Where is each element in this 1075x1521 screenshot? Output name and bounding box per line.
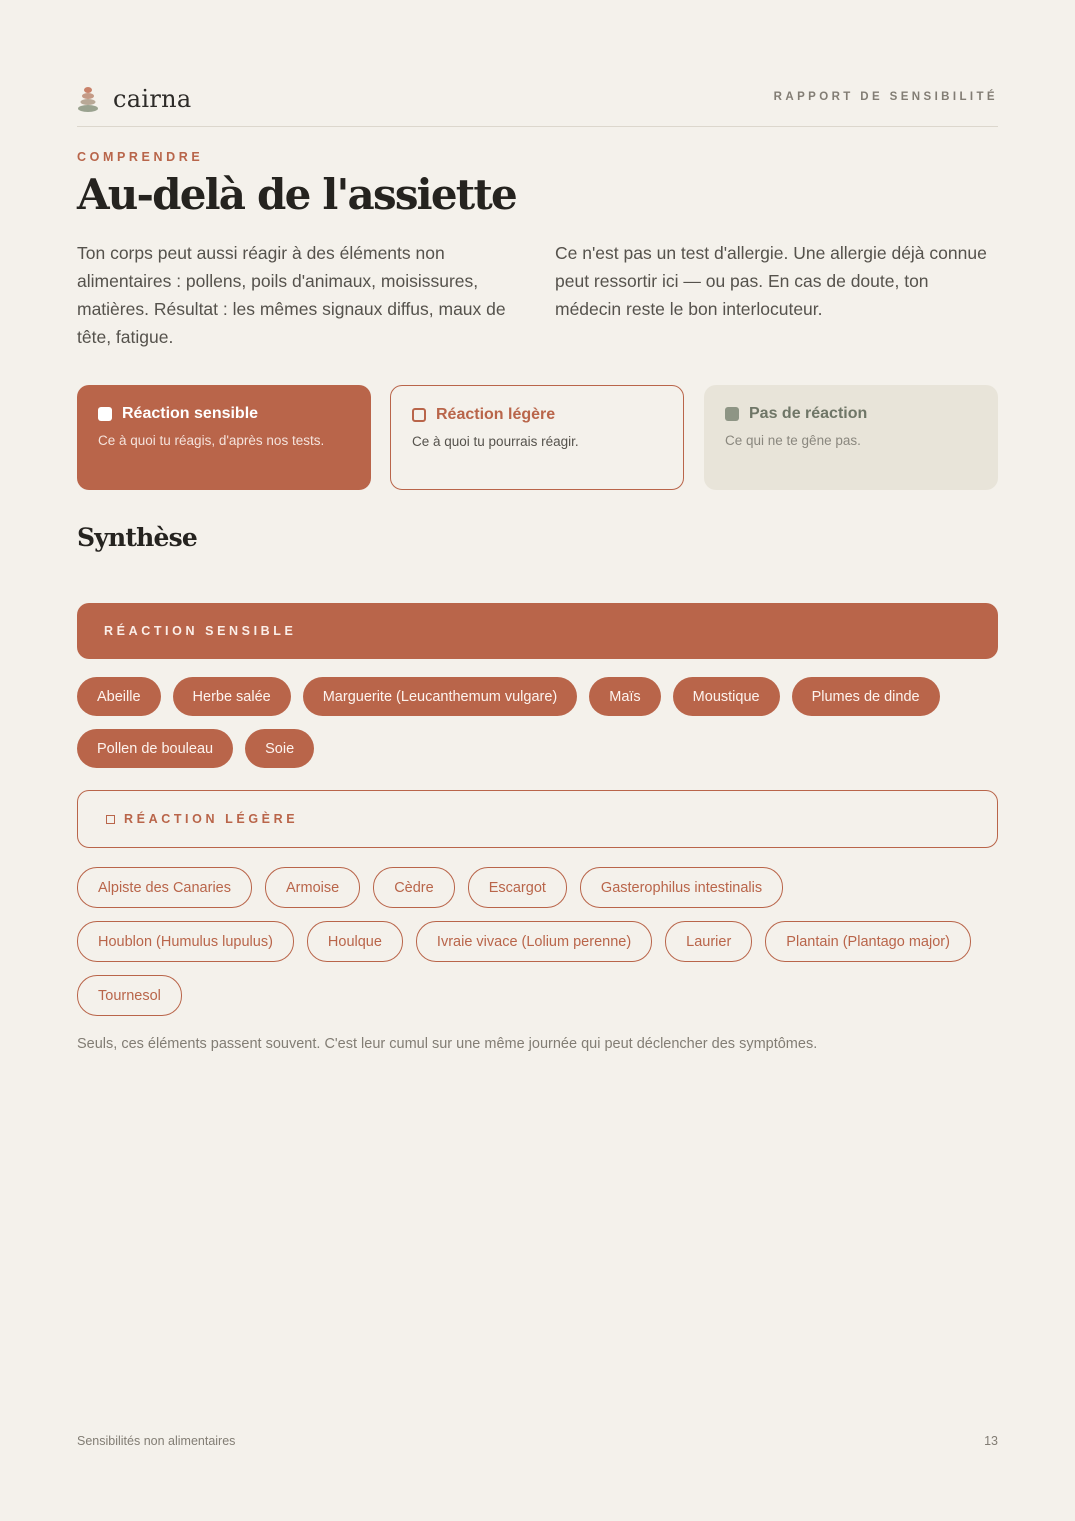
band-label: RÉACTION SENSIBLE [104, 624, 297, 638]
allergen-chip: Moustique [673, 677, 780, 716]
intro-paragraph-left: Ton corps peut aussi réagir à des éléments non alimentaires : pollens, poils d'animaux, moisissures, matières. Résultat : les mêmes signaux diffus, maux de tête, fatigue. [77, 243, 506, 347]
band-reaction-legere [77, 790, 998, 848]
band-label: RÉACTION LÉGÈRE [124, 812, 299, 826]
allergen-chip: Plantain (Plantago major) [765, 921, 971, 962]
allergen-chip: Abeille [77, 677, 161, 716]
legend-card-sensible [77, 385, 371, 490]
allergen-chip: Escargot [468, 867, 567, 908]
page-number: 13 [984, 1434, 998, 1448]
legend-card-none [704, 385, 998, 490]
allergen-chip: Soie [245, 729, 314, 768]
legend-description: Ce à quoi tu réagis, d'après nos tests. [98, 433, 325, 448]
legend-description: Ce à quoi tu pourrais réagir. [412, 434, 579, 449]
summary-note: Seuls, ces éléments passent souvent. C'est leur cumul sur une même journée qui peut déclencher des symptômes. [77, 1036, 818, 1052]
allergen-chip: Houlque [307, 921, 403, 962]
allergen-chip: Alpiste des Canaries [77, 867, 252, 908]
legend-title: Réaction légère [436, 406, 556, 423]
allergen-chip: Laurier [665, 921, 752, 962]
chip-list-legere [77, 867, 998, 1016]
band-reaction-sensible [77, 603, 998, 659]
intro-paragraph-right: Ce n'est pas un test d'allergie. Une allergie déjà connue peut ressortir ici — ou pas. En cas de doute, ton médecin reste le bon interlocuteur. [555, 243, 987, 319]
page-title: Au-delà de l'assiette [77, 170, 516, 219]
allergen-chip: Gasterophilus intestinalis [580, 867, 783, 908]
legend-description: Ce qui ne te gêne pas. [725, 433, 861, 448]
filled-square-icon [98, 407, 112, 421]
summary-title: Synthèse [77, 523, 197, 552]
allergen-chip: Marguerite (Leucanthemum vulgare) [303, 677, 578, 716]
brand-name: cairna [113, 85, 192, 113]
allergen-chip: Armoise [265, 867, 360, 908]
page-header [77, 82, 998, 127]
legend-title: Réaction sensible [122, 405, 259, 422]
cairn-stones-icon [77, 85, 99, 113]
outline-square-icon [412, 408, 426, 422]
report-label: RAPPORT DE SENSIBILITÉ [773, 91, 998, 103]
legend-card-legere [390, 385, 684, 490]
allergen-chip: Ivraie vivace (Lolium perenne) [416, 921, 652, 962]
allergen-chip: Pollen de bouleau [77, 729, 233, 768]
outline-square-icon [106, 815, 115, 824]
brand [77, 85, 191, 113]
legend-title: Pas de réaction [749, 405, 868, 422]
allergen-chip: Tournesol [77, 975, 182, 1016]
allergen-chip: Maïs [589, 677, 660, 716]
section-eyebrow: COMPRENDRE [77, 150, 204, 164]
filled-square-icon [725, 407, 739, 421]
report-page [77, 0, 998, 1521]
footer-section-name: Sensibilités non alimentaires [77, 1434, 236, 1448]
allergen-chip: Plumes de dinde [792, 677, 940, 716]
allergen-chip: Houblon (Humulus lupulus) [77, 921, 294, 962]
allergen-chip: Herbe salée [173, 677, 291, 716]
allergen-chip: Cèdre [373, 867, 455, 908]
chip-list-sensible [77, 677, 998, 768]
